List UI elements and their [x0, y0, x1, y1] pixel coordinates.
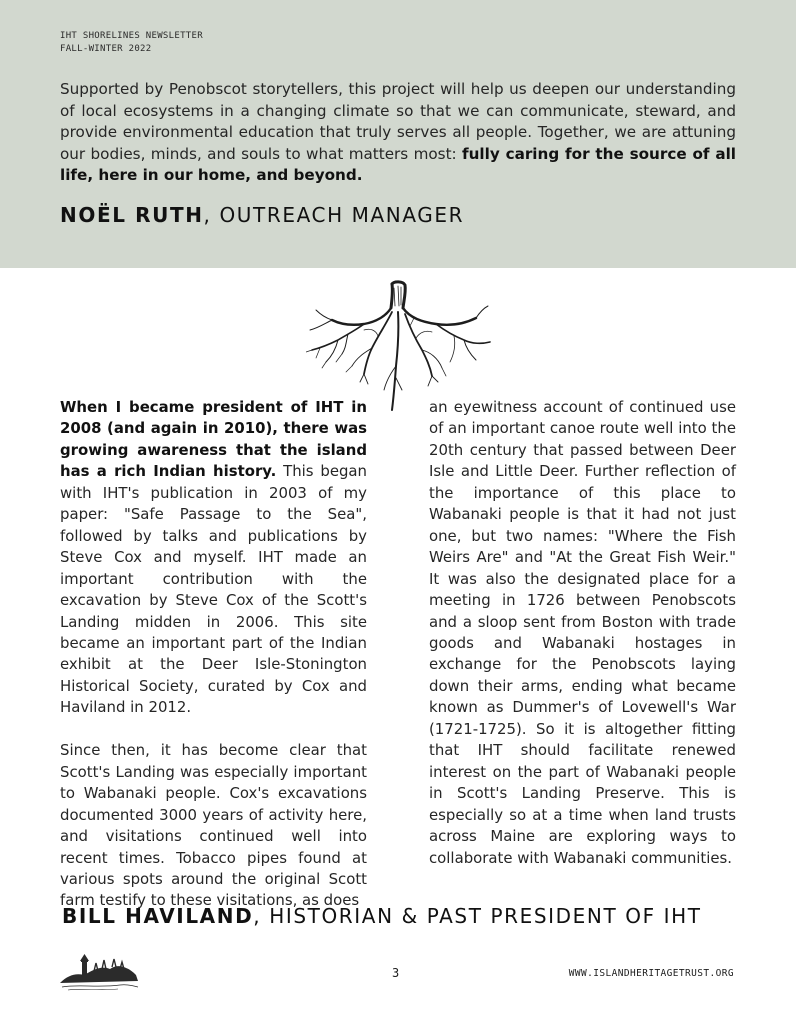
issue-date: FALL-WINTER 2022	[60, 44, 152, 54]
page-number: 3	[392, 966, 400, 980]
article-paragraph-1-text: This began with IHT's publication in 2003 of my paper: "Safe Passage to the Sea", followed by talks and publications by Steve Cox and myself. IHT made an important contribution with the excavation by Steve Cox of the Scott's Landing midden in 2006. This site became an important part of the Indian exhibit at the Deer Isle-Stonington Historical Society, curated by Cox and Haviland in 2012.	[60, 462, 367, 717]
article-lead-bold: When I became president of IHT in 2008 (and again in 2010), there was growing awareness that the island has a rich Indian history.	[60, 398, 367, 481]
website-url: WWW.ISLANDHERITAGETRUST.ORG	[568, 968, 734, 979]
tree-roots-illustration	[306, 278, 492, 412]
newsletter-name: IHT SHORELINES NEWSLETTER	[60, 31, 203, 41]
author-title: , OUTREACH MANAGER	[203, 203, 465, 227]
island-lighthouse-logo	[58, 951, 140, 993]
article-column-left	[60, 397, 367, 912]
author-signature-2	[62, 904, 702, 928]
author-name: NOËL RUTH	[60, 203, 204, 227]
intro-text: Supported by Penobscot storytellers, this project will help us deepen our understanding of local ecosystems in a changing climate so that we can communicate, steward, and provide environmental education that truly serves all people. Together, we are attuning our bodies, minds, and souls to what matters most:	[60, 80, 736, 163]
article-paragraph-3: an eyewitness account of continued use of an important canoe route well into the 20th century that passed between Deer Isle and Little Deer. Further reflection of the importance of this place to Wabanaki people is that it had not just one, but two names: "Where the Fish Weirs Are" and "At the Great Fish Weir." It was also the designated place for a meeting in 1726 between Penobscots and a sloop sent from Boston with trade goods and Wabanaki hostages in exchange for the Penobscots laying down their arms, ending what became known as Dummer's of Lovewell's War (1721-1725). So it is altogether fitting that IHT should facilitate renewed interest on the part of Wabanaki people in Scott's Landing Preserve. This is especially so at a time when land trusts across Maine are exploring ways to collaborate with Wabanaki communities.	[429, 398, 736, 867]
intro-bold-text: fully caring for the source of all life, here in our home, and beyond.	[60, 144, 737, 184]
author-name: BILL HAVILAND	[62, 904, 254, 928]
article-paragraph-1	[60, 397, 367, 719]
masthead	[60, 30, 203, 56]
intro-paragraph	[60, 79, 736, 187]
author-title: , HISTORIAN & PAST PRESIDENT OF IHT	[253, 904, 702, 928]
article-column-right	[429, 397, 736, 869]
author-signature-1	[60, 203, 464, 227]
article-paragraph-2: Since then, it has become clear that Scott's Landing was especially important to Wabanaki people. Cox's excavations documented 3000 years of activity here, and visitations continued well into recent times. Tobacco pipes found at various spots around the original Scott farm testify to these visitations, as does	[60, 741, 367, 910]
